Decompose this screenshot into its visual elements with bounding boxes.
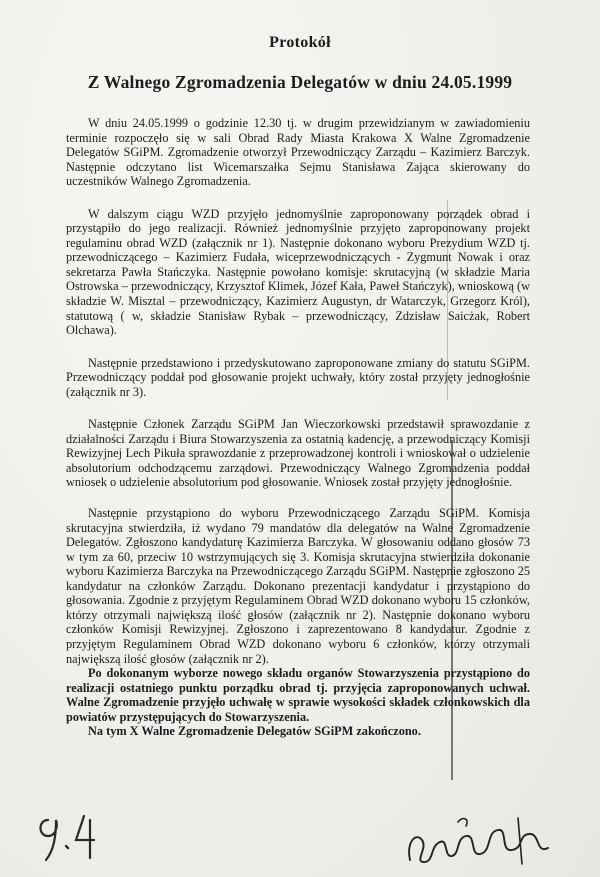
paragraph-report: Następnie Członek Zarządu SGiPM Jan Wieczorkowski przedstawił sprawozdanie z działalności Zarządu i Biura Stowarzyszenia za ostatnią kadencję, a przewodniczący Komisji Rewizyjnej Lech Pikuła sprawozdanie z przeprowadzonej kontroli i wnioskował o udzielenie absolutorium odchodzącemu zarządowi. Przewodniczący Walnego Zgromadzenia poddał wniosek o udzielenie absolutorium pod głosowanie. Wniosek został przyjęty jednogłośnie. bbox=[66, 417, 530, 490]
paragraph-elections: Następnie przystąpiono do wyboru Przewodniczącego Zarządu SGiPM. Komisja skrutacyjna stwierdziła, iż wydano 79 mandatów dla delegatów na Walne Zgromadzenie Delegatów. Zgłoszono kandydaturę Kazimierza Barczyka. W głosowaniu oddano głosów 73 w tym za 60, przeciw 10 wstrzymujących się 3. Komisja skrutacyjna stwierdziła dokonanie wyboru Kazimierza Barczyka na Przewodniczącego Zarządu SGiPM. Następnie zgłoszono 25 kandydatur na członków Zarządu. Dokonano prezentacji kandydatur i przystąpiono do głosowania. Zgodnie z przyjętym Regulaminem Obrad WZD dokonano wyboru 15 członków, którzy otrzymali największą ilość głosów (załącznik nr 2). Następnie dokonano wyboru członków Komisji Rewizyjnej. Zgłoszono i zaprezentowano 8 kandydatur. Zgodnie z przyjętym Regulaminem Obrad WZD dokonano wyboru 6 członków, którzy otrzymali największą ilość głosów (załącznik nr 2). bbox=[66, 506, 530, 666]
paragraph-agenda: W dalszym ciągu WZD przyjęło jednomyślnie zaproponowany porządek obrad i przystąpiło do jego realizacji. Również jednomyślnie przyjęto zaproponowany projekt regulaminu obrad WZD (załącznik nr 1). Następnie dokonano wyboru Prezydium WZD tj. przewodniczącego – Kazimierz Fudała, wiceprzewodniczących - Zygmunt Nowak i oraz sekretarza Pawła Stańczyka. Następnie powołano komisje: skrutacyjną (w składzie Maria Ostrowska – przewodniczący, Krzysztof Klimek, Józef Kała, Paweł Stańczyk), wnioskową (w składzie W. Misztal – przewodniczący, Kazimierz Augustyn, dr Watarczyk, Grzegorz Król), statutową ( w, składzie Stanisław Rybak – przewodniczący, Zdzisław Saicżak, Robert Olchawa). bbox=[66, 206, 530, 338]
handwritten-signature-right bbox=[400, 812, 565, 872]
paragraph-resolutions: Po dokonanym wyborze nowego składu organów Stowarzyszenia przystąpiono do realizacji ostatniego punktu porządku obrad tj. przyjęcia zaproponowanych uchwał. Walne Zgromadzenie przyjęło uchwałę w sprawie wysokości składek członkowskich dla powiatów przystępujących do Stowarzyszenia. bbox=[66, 666, 530, 724]
document-title: Protokół bbox=[269, 34, 331, 51]
document-subtitle: Z Walnego Zgromadzenia Delegatów w dniu 24.05.1999 bbox=[87, 72, 513, 92]
paragraph-statute: Następnie przedstawiono i przedyskutowano zaproponowane zmiany do statutu SGiPM. Przewodniczący poddał pod głosowanie projekt uchwały, który został przyjęty jednogłośnie (załącznik nr 3). bbox=[66, 355, 530, 399]
paragraph-opening: W dniu 24.05.1999 o godzinie 12.30 tj. w drugim przewidzianym w zawiadomieniu terminie rozpoczęło się w sali Obrad Rady Miasta Krakowa X Walne Zgromadzenie Delegatów SGiPM. Zgromadzenie otworzył Przewodniczący Zarządu – Kazimierz Barczyk. Następnie odczytano list Wicemarszałka Sejmu Stanisława Zająca skierowany do uczestników Walnego Zgromadzenia. bbox=[66, 116, 530, 189]
document-body bbox=[66, 116, 530, 739]
handwritten-mark-left bbox=[34, 806, 124, 866]
paragraph-closing: Na tym X Walne Zgromadzenie Delegatów SGiPM zakończono. bbox=[88, 724, 421, 739]
